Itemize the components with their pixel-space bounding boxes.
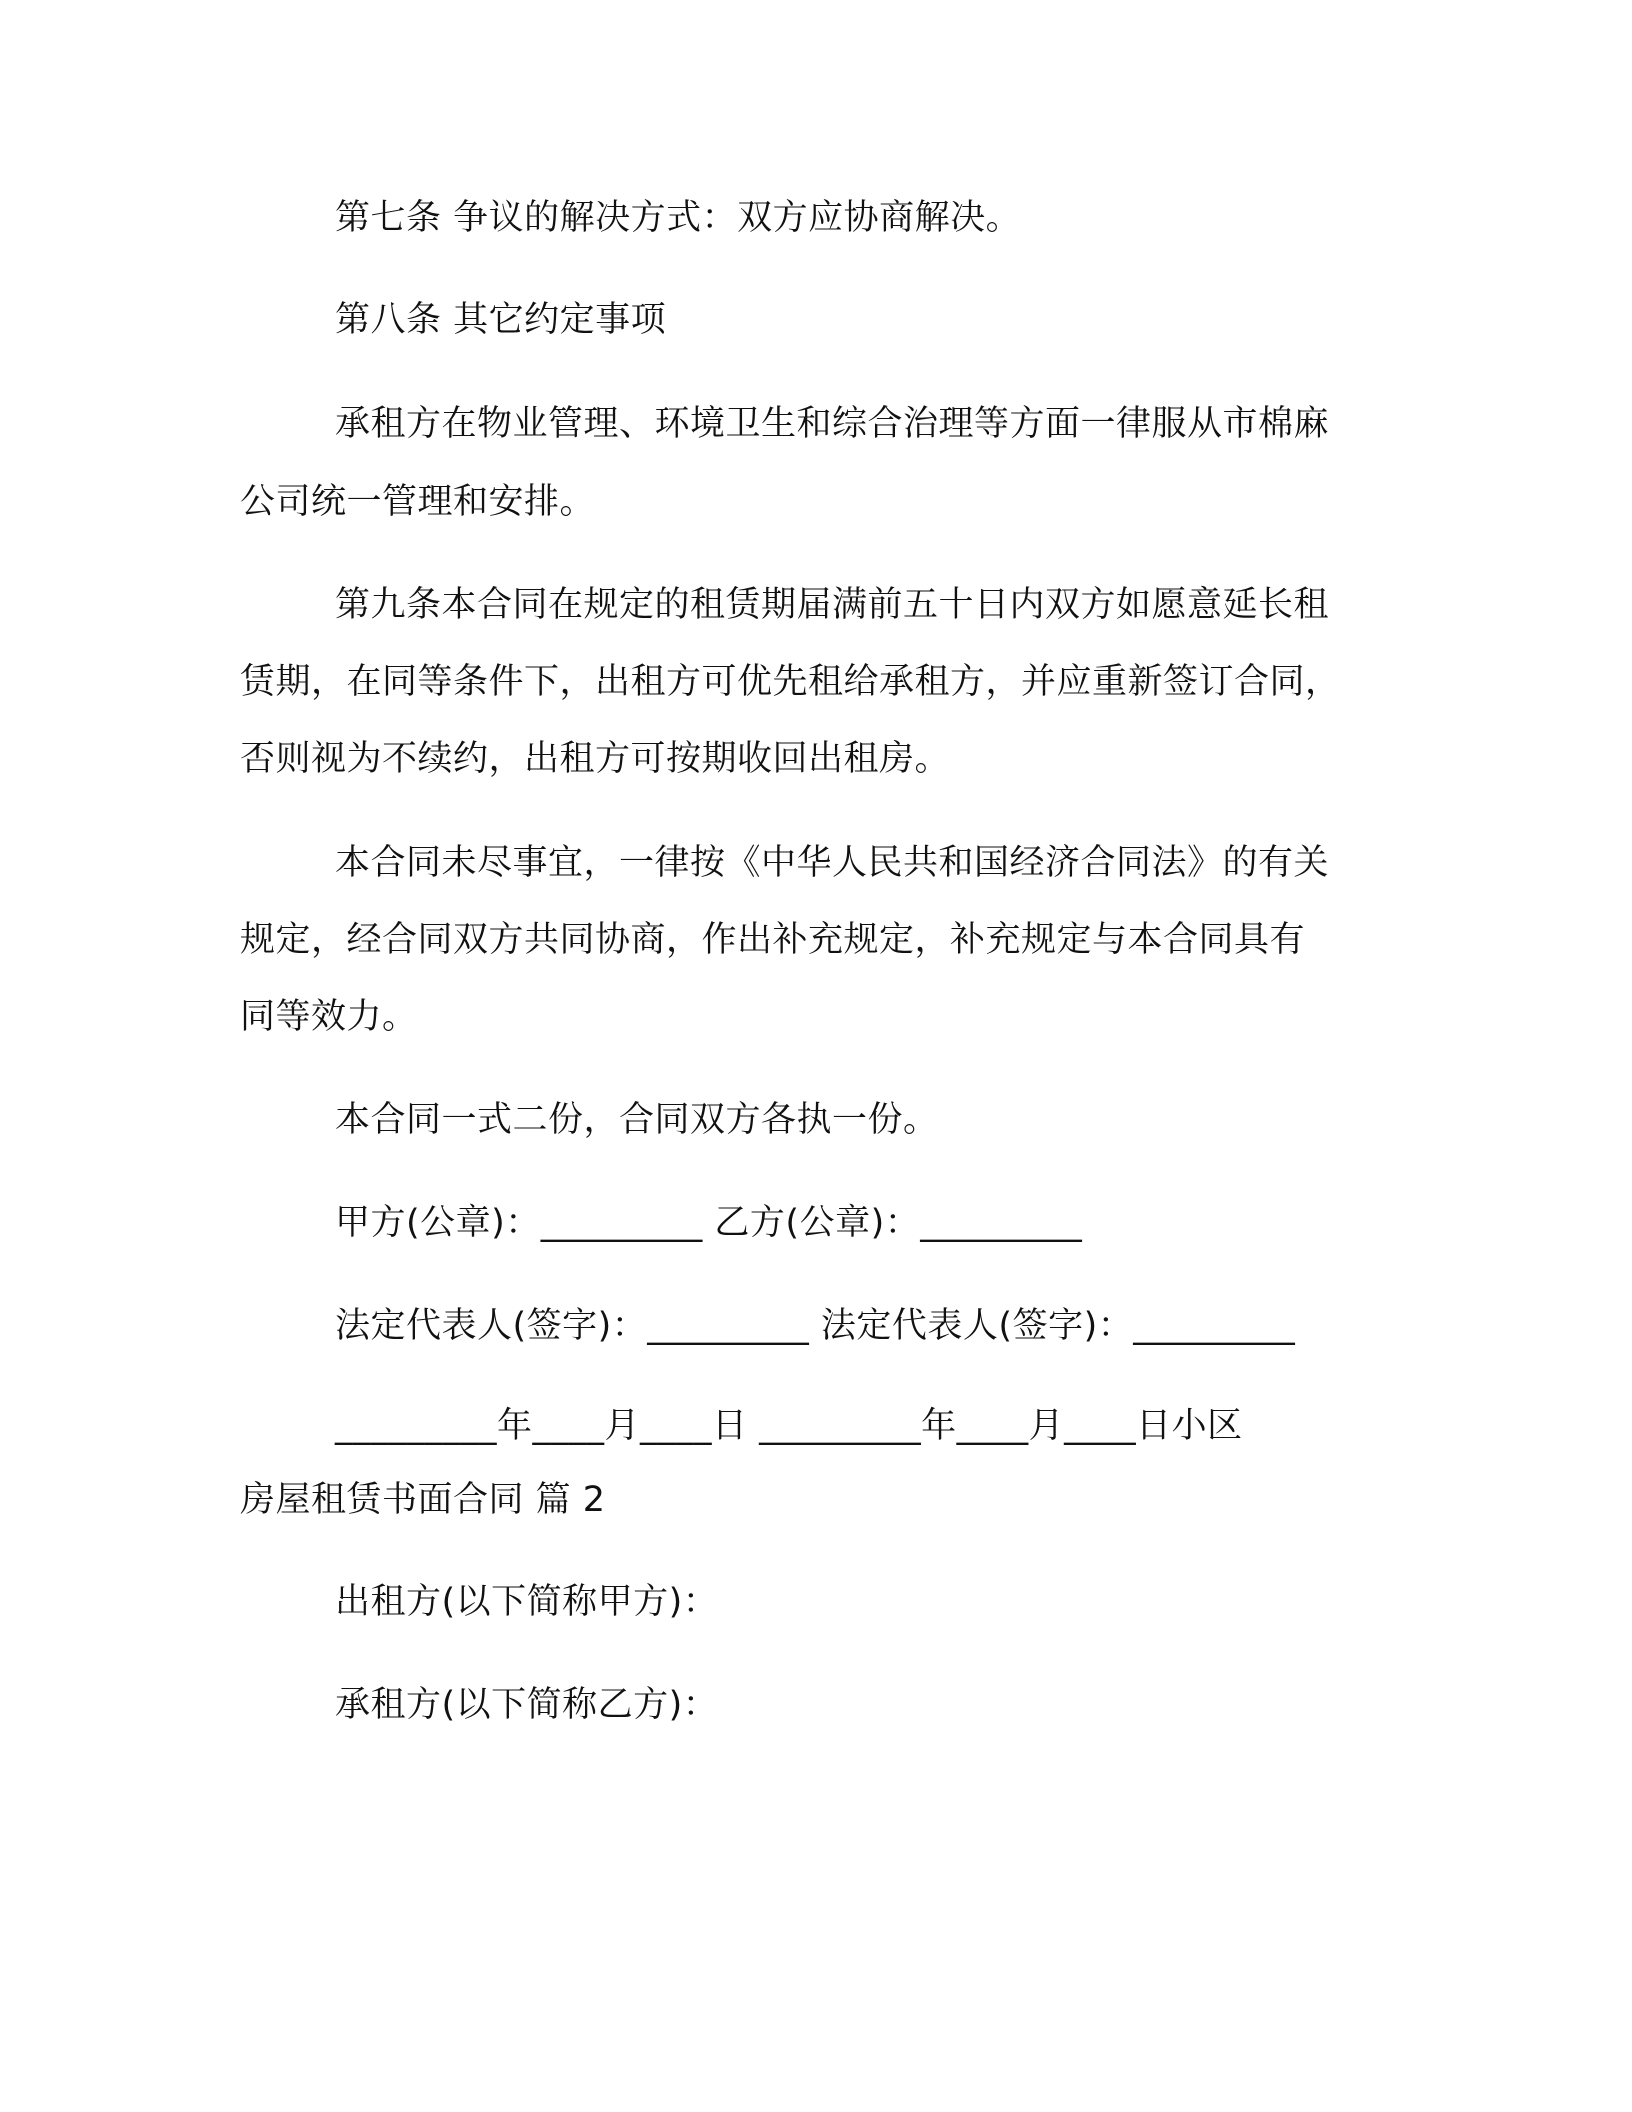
clause-8-heading: 第八条 其它约定事项 [335, 300, 667, 340]
date-line: _________年____月____日 _________年____月____日小区 [335, 1406, 1243, 1446]
supplement-line-1: 本合同未尽事宜，一律按《中华人民共和国经济合同法》的有关 [335, 843, 1330, 883]
representative-signature-line: 法定代表人(签字)：_________ 法定代表人(签字)：_________ [335, 1306, 1296, 1346]
clause-8-text-line-2: 公司统一管理和安排。 [240, 482, 596, 522]
supplement-line-2: 规定，经合同双方共同协商，作出补充规定，补充规定与本合同具有 [240, 920, 1306, 960]
clause-7: 第七条 争议的解决方式：双方应协商解决。 [335, 198, 1022, 238]
clause-9-line-1: 第九条本合同在规定的租赁期届满前五十日内双方如愿意延长租 [335, 585, 1330, 625]
supplement-line-3: 同等效力。 [240, 997, 418, 1037]
lessor-field: 出租方(以下简称甲方)： [335, 1582, 719, 1622]
lessee-field: 承租方(以下简称乙方)： [335, 1685, 719, 1725]
copies-statement: 本合同一式二份，合同双方各执一份。 [335, 1100, 939, 1140]
clause-9-line-3: 否则视为不续约，出租方可按期收回出租房。 [240, 739, 951, 779]
seal-line: 甲方(公章)：_________ 乙方(公章)：_________ [335, 1203, 1083, 1243]
section-title: 房屋租赁书面合同 篇 2 [240, 1480, 606, 1520]
clause-8-text-line-1: 承租方在物业管理、环境卫生和综合治理等方面一律服从市棉麻 [335, 404, 1330, 444]
clause-9-line-2: 赁期，在同等条件下，出租方可优先租给承租方，并应重新签订合同， [240, 662, 1341, 702]
